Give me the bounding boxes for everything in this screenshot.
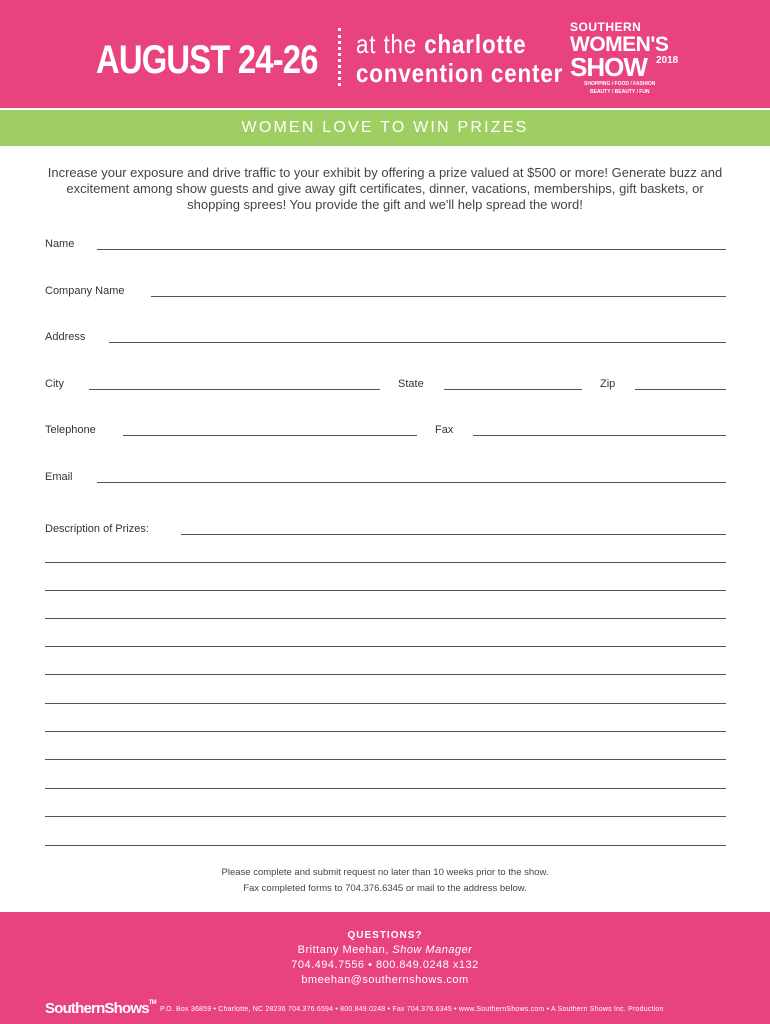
description-rule[interactable] bbox=[45, 674, 726, 675]
description-line[interactable] bbox=[181, 534, 726, 535]
zip-field[interactable] bbox=[600, 378, 726, 394]
logo-tagline-1: SHOPPING / FOOD / FASHION bbox=[584, 81, 656, 87]
telephone-field[interactable] bbox=[45, 424, 417, 440]
logo-year: 2018 bbox=[656, 55, 679, 66]
submission-note-2: Fax completed forms to 704.376.6345 or mail to the address below. bbox=[243, 883, 527, 894]
event-date: AUGUST 24-26 bbox=[96, 38, 318, 82]
southern-shows-logo bbox=[45, 1000, 156, 1017]
description-label: Description of Prizes: bbox=[45, 523, 149, 535]
company-label: Company Name bbox=[45, 285, 125, 297]
contact-role: Show Manager bbox=[392, 944, 473, 956]
address-label: Address bbox=[45, 331, 86, 343]
venue-line2: convention center bbox=[356, 58, 564, 88]
city-line[interactable] bbox=[89, 389, 380, 390]
company-line[interactable] bbox=[151, 296, 726, 297]
southern-womens-show-logo bbox=[568, 18, 678, 98]
city-label: City bbox=[45, 378, 64, 390]
description-rule[interactable] bbox=[45, 618, 726, 619]
description-rule[interactable] bbox=[45, 590, 726, 591]
fax-label: Fax bbox=[435, 424, 454, 436]
fax-field[interactable] bbox=[435, 424, 726, 440]
name-field[interactable] bbox=[45, 238, 726, 254]
description-rule[interactable] bbox=[45, 703, 726, 704]
name-line[interactable] bbox=[97, 249, 726, 250]
email-field[interactable] bbox=[45, 471, 726, 487]
brand-name: SouthernShows bbox=[45, 1000, 149, 1017]
description-rule[interactable] bbox=[45, 788, 726, 789]
state-label: State bbox=[398, 378, 424, 390]
email-label: Email bbox=[45, 471, 73, 483]
questions-heading: QUESTIONS? bbox=[347, 930, 423, 941]
logo-womens: WOMEN'S bbox=[570, 33, 669, 56]
logo-show: SHOW bbox=[570, 52, 647, 82]
description-rule[interactable] bbox=[45, 759, 726, 760]
venue-prefix: at the bbox=[356, 29, 418, 59]
header-bar bbox=[0, 0, 770, 108]
zip-line[interactable] bbox=[635, 389, 726, 390]
zip-label: Zip bbox=[600, 378, 616, 390]
description-rule[interactable] bbox=[45, 845, 726, 846]
description-rule[interactable] bbox=[45, 562, 726, 563]
telephone-line[interactable] bbox=[123, 435, 417, 436]
description-rule[interactable] bbox=[45, 731, 726, 732]
logo-southern: SOUTHERN bbox=[570, 20, 642, 34]
description-field[interactable] bbox=[45, 523, 726, 539]
header-divider bbox=[338, 28, 342, 86]
venue-name: charlotte bbox=[424, 29, 527, 59]
email-line[interactable] bbox=[97, 482, 726, 483]
address-field[interactable] bbox=[45, 331, 726, 347]
prize-banner: WOMEN LOVE TO WIN PRIZES bbox=[0, 110, 770, 146]
description-rule[interactable] bbox=[45, 646, 726, 647]
intro-text: Increase your exposure and drive traffic to your exhibit by offering a prize valued at $500 or more! Generate buzz and excitement among show guests and give away gift certificates, dinner, vacations, memberships, gift baskets, or shopping sprees! You provide the gift and we'll help spread the word! bbox=[47, 165, 723, 212]
logo-tagline-2: BEAUTY / BEAUTY / FUN bbox=[590, 89, 650, 95]
state-field[interactable] bbox=[398, 378, 584, 394]
submission-note-1: Please complete and submit request no later than 10 weeks prior to the show. bbox=[221, 867, 549, 878]
event-venue bbox=[356, 30, 563, 88]
brand-trademark: TM bbox=[148, 1000, 156, 1006]
contact-email[interactable]: bmeehan@southernshows.com bbox=[301, 974, 469, 986]
city-field[interactable] bbox=[45, 378, 385, 394]
description-rule[interactable] bbox=[45, 816, 726, 817]
telephone-label: Telephone bbox=[45, 424, 96, 436]
contact-block bbox=[0, 943, 770, 988]
contact-phones: 704.494.7556 • 800.849.0248 x132 bbox=[291, 959, 479, 971]
state-line[interactable] bbox=[444, 389, 582, 390]
fax-line[interactable] bbox=[473, 435, 726, 436]
footer-bar bbox=[0, 912, 770, 1024]
company-field[interactable] bbox=[45, 285, 726, 301]
footer-fineprint: P.O. Box 36859 • Charlotte, NC 28236 704.376.6594 • 800.849.0248 • Fax 704.376.6345 • www.SouthernShows.com • A Southern Shows Inc. Production bbox=[160, 1006, 664, 1013]
name-label: Name bbox=[45, 238, 75, 250]
address-line[interactable] bbox=[109, 342, 726, 343]
contact-name: Brittany Meehan, bbox=[297, 944, 389, 956]
